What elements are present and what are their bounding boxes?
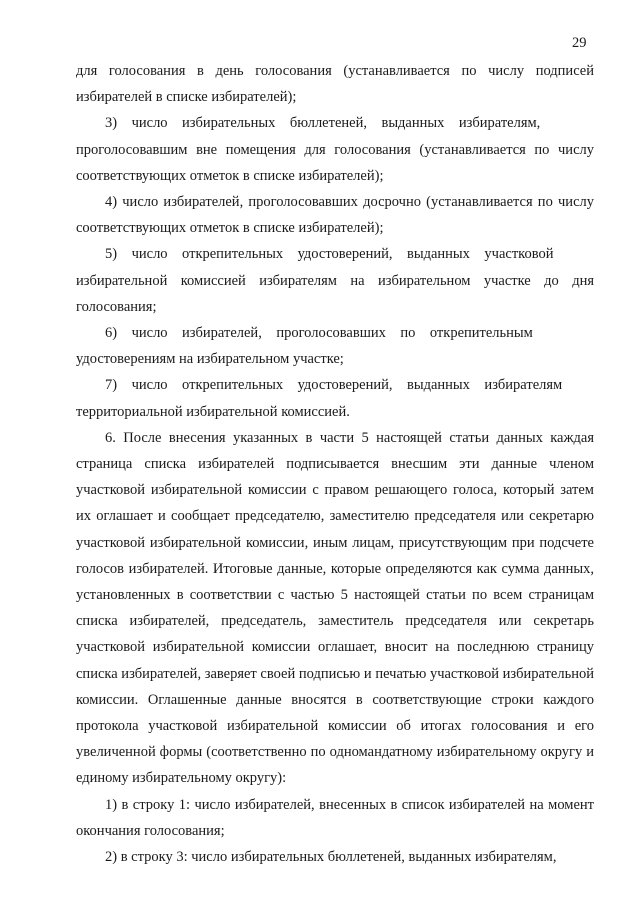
list-item: 2) в строку 3: число избирательных бюллетеней, выданных избирателям, — [105, 849, 557, 866]
list-item: 4) число избирателей, проголосовавших досрочно (устанавливается по числу соответствующих отметок в списке избирателей); — [76, 194, 594, 237]
list-item: 7) число открепительных удостоверений, выданных избирателям территориальной избирательной комиссией. — [76, 377, 563, 420]
paragraph: 6. После внесения указанных в части 5 настоящей статьи данных каждая страница списка избирателей подписывается внесшим эти данные членом участковой избирательной комиссии с правом решающего голоса, который затем их оглашает и сообщает председателю, заместителю председателя или секретарю участковой избирательной комиссии, иным лицам, присутствующим при подсчете голосов избирателей. Итоговые данные, которые определяются как сумма данных, установленных в соответствии с частью 5 настоящей статьи по всем страницам списка избирателей, председатель, заместитель председателя или секретарь участковой избирательной комиссии оглашает, вносит на последнюю страницу списка избирателей, заверяет своей подписью и печатью участковой избирательной комиссии. Оглашенные данные вносятся в соответствующие строки каждого протокола участковой избирательной комиссии об итогах голосования и его увеличенной формы (соответственно по одномандатному избирательному округу и единому избирательному округу): — [76, 429, 594, 787]
paragraph: для голосования в день голосования (устанавливается по числу подписей избирателей в списке избирателей); — [76, 63, 594, 106]
document-body — [76, 58, 594, 870]
list-item: 6) число избирателей, проголосовавших по открепительным удостоверениям на избирательном участке; — [76, 325, 533, 368]
list-item: 1) в строку 1: число избирателей, внесенных в список избирателей на момент окончания голосования; — [76, 796, 594, 839]
list-item: 3) число избирательных бюллетеней, выданных избирателям, проголосовавшим вне помещения для голосования (устанавливается по числу соответствующих отметок в списке избирателей); — [76, 115, 594, 184]
list-item: 5) число открепительных удостоверений, выданных участковой избирательной комиссией избирателям на избирательном участке до дня голосования; — [76, 246, 594, 315]
page-number: 29 — [572, 35, 587, 51]
